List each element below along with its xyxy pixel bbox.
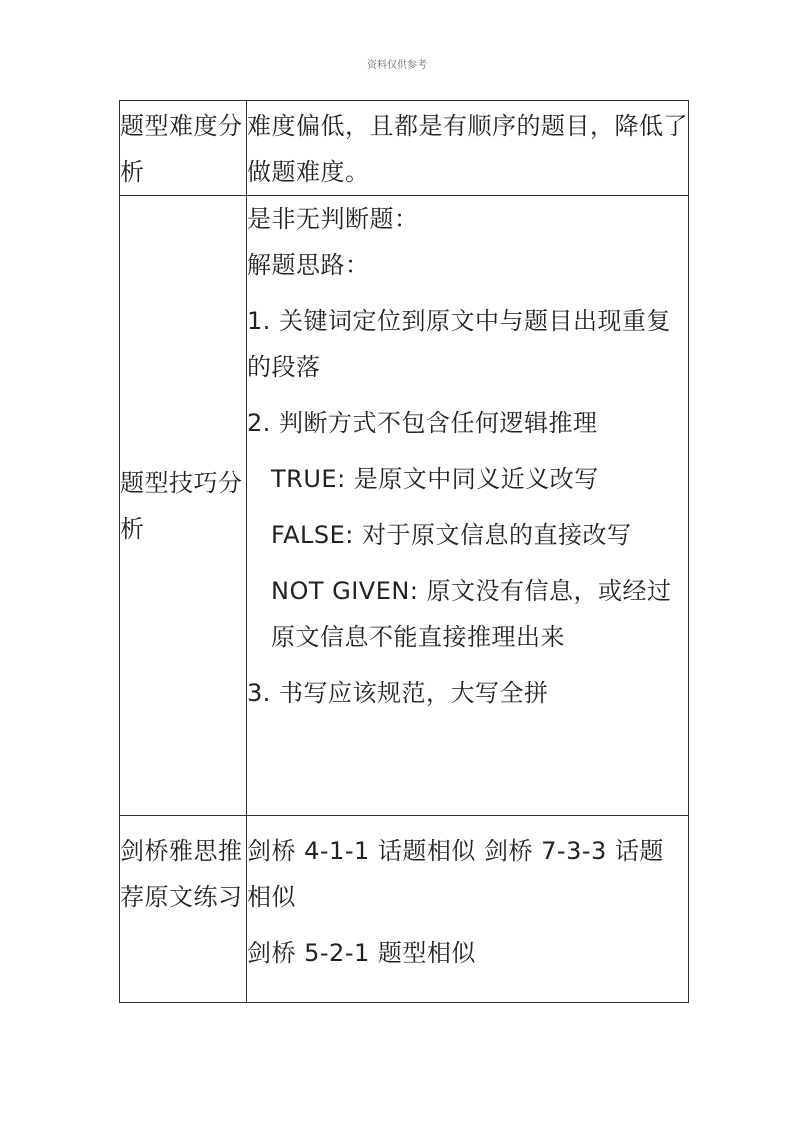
step-1: 1. 关键词定位到原文中与题目出现重复的段落 <box>247 307 672 381</box>
analysis-table <box>119 100 689 1003</box>
practice-line-1: 剑桥 4-1-1 话题相似 剑桥 7-3-3 话题相似 <box>247 837 664 911</box>
not-given-rule: NOT GIVEN: 原文没有信息，或经过原文信息不能直接推理出来 <box>271 577 672 651</box>
row-label-cell <box>120 816 247 1003</box>
false-rule: FALSE: 对于原文信息的直接改写 <box>271 521 632 549</box>
table-row <box>120 196 689 816</box>
practice-line-2: 剑桥 5-2-1 题型相似 <box>247 939 476 967</box>
table-row <box>120 816 689 1003</box>
row-label: 剑桥雅思推荐原文练习 <box>120 837 243 911</box>
question-type-line: 是非无判断题： <box>247 205 419 233</box>
row-label: 题型难度分析 <box>120 112 243 186</box>
step-2: 2. 判断方式不包含任何逻辑推理 <box>247 409 598 437</box>
row-content-cell <box>247 196 689 816</box>
page-header: 资料仅供参考 <box>367 60 427 71</box>
table-row <box>120 101 689 196</box>
row-content-cell <box>247 101 689 196</box>
row-content-cell <box>247 816 689 1003</box>
true-rule: TRUE: 是原文中同义近义改写 <box>271 465 599 493</box>
step-3: 3. 书写应该规范，大写全拼 <box>247 679 549 707</box>
difficulty-text: 难度偏低，且都是有顺序的题目，降低了做题难度。 <box>247 112 688 186</box>
row-label-cell <box>120 196 247 816</box>
row-label: 题型技巧分析 <box>120 468 243 543</box>
approach-heading: 解题思路： <box>247 251 370 279</box>
row-label-cell <box>120 101 247 196</box>
